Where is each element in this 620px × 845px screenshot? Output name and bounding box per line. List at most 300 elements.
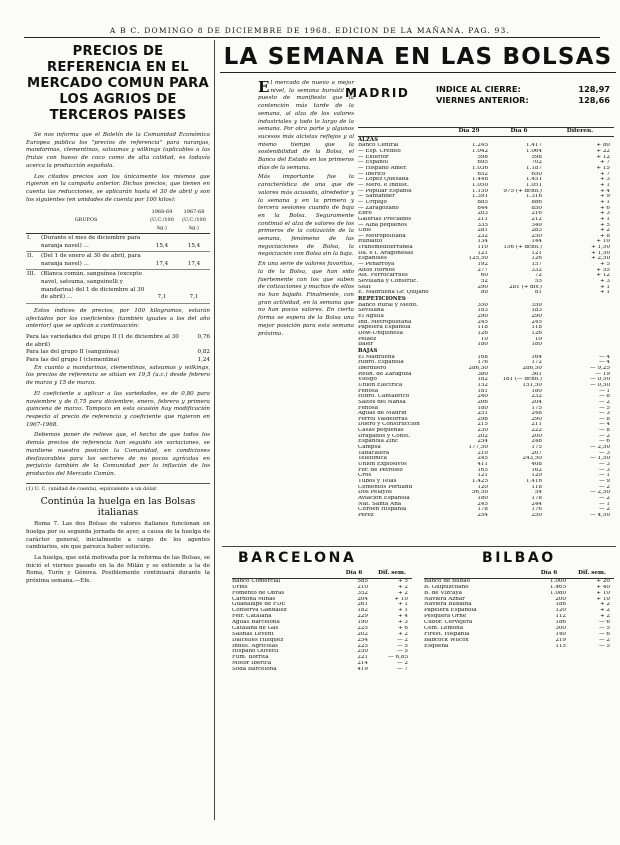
- price-day6: 340: [531, 222, 542, 228]
- price-day29: 298: [477, 416, 488, 422]
- table-section-label: [358, 348, 614, 355]
- running-head: A B C. DOMINGO 8 DE DICIEMBRE DE 1968. EDICION DE LA MAÑANA. PAG. 93.: [109, 26, 511, 35]
- price-day6: 419: [357, 667, 368, 672]
- article-paragraph: Los citados precios son los únicamente los mismos que rigieron en la campaña anterior. Dichos precios, que tienen en cuenta las reducciones, se aplicarán hasta el 30 de abril y son los siguientes (en unidades de cuenta por 100 kilos):: [26, 173, 210, 203]
- price-day6: 202: [357, 631, 368, 637]
- price-day6: 181 (— dcho.): [502, 377, 542, 383]
- price-day6: 598: [531, 154, 542, 160]
- price-day6: 112: [555, 614, 566, 620]
- price-day6: 261: [357, 602, 368, 608]
- security-name: Ubis: [358, 228, 371, 234]
- price-day6: 350: [531, 302, 542, 308]
- article-paragraph: El coeficiente a aplicar a las variedades, es de 0,80 para noviembre y de 0,75 para diciembre, enero, febrero y primera quincena de marzo. Tampoco en esta ocasión hay modificación respecto al precio de referencia y coeficiente que rigieron en 1967-1968.: [26, 390, 210, 428]
- price-day6: 126: [531, 330, 542, 336]
- price-day6: 164: [531, 354, 542, 360]
- price-difference: + 5: [599, 222, 610, 228]
- security-name: Fomento de Obras: [232, 590, 285, 596]
- price-day29: 52: [480, 279, 488, 285]
- security-name: Campsa: [358, 445, 381, 451]
- price-day29: 177,50: [468, 445, 488, 451]
- price-day6: 204: [531, 399, 542, 405]
- price-day6: 55: [534, 279, 542, 285]
- price-difference: — 1: [599, 473, 610, 479]
- weekly-difference: — 2: [599, 637, 610, 643]
- price-day29: 240: [477, 394, 488, 400]
- price-difference: + 80: [596, 143, 610, 149]
- security-name: Dos Pelayos: [358, 490, 392, 496]
- security-name: — Ibérico: [358, 171, 386, 177]
- table-header: 1968-69 (U.C./100 kg.): [146, 208, 178, 233]
- security-name: Viesgo: [358, 377, 377, 383]
- weekly-difference: + 5: [397, 578, 408, 584]
- price-day6: 244: [531, 501, 542, 507]
- price-day29: 254: [477, 512, 488, 518]
- table-header: Día 6: [492, 128, 546, 137]
- security-name: — Popular Español: [358, 188, 412, 194]
- price-day6: 214: [357, 661, 368, 667]
- security-name: Ebro: [358, 211, 372, 217]
- security-name: Catalana de Gas: [232, 625, 279, 631]
- security-name: Rubiatto: [358, 239, 383, 245]
- security-name: BAJAS: [358, 347, 378, 354]
- security-name: Banco Central: [358, 143, 399, 149]
- price-difference: + 1: [599, 199, 610, 205]
- price-difference: + 1: [599, 216, 610, 222]
- security-name: Naviera Bilbaína: [424, 602, 472, 608]
- price-day6: 886: [531, 199, 542, 205]
- price-day6: 219: [555, 637, 566, 643]
- security-name: Naviera Aznar: [424, 596, 465, 602]
- price-day29: 202: [477, 433, 488, 439]
- price-difference: — 2: [599, 496, 610, 501]
- price-day6: 1.316: [525, 194, 542, 200]
- price-day29: [446, 348, 492, 355]
- price-difference: + 1: [599, 290, 610, 296]
- price-day6: 157: [531, 262, 542, 268]
- price-day29: 290: [477, 284, 488, 290]
- security-name: Papelera Española: [358, 325, 411, 331]
- security-name: Fenosa: [358, 405, 379, 411]
- price-difference: — 1: [599, 501, 610, 507]
- security-name: Galerías Preciados: [358, 216, 412, 222]
- table-header: 1967-68 (U.C./100 kg.): [178, 208, 210, 233]
- weekly-difference: + 2: [397, 590, 408, 596]
- price-day29: 180: [477, 342, 488, 348]
- price-difference: + 2: [599, 228, 610, 234]
- price-day29: 210: [477, 450, 488, 456]
- price-day29: 165: [477, 467, 488, 473]
- price-day6: 190: [357, 620, 368, 625]
- price-day6: 118: [531, 484, 542, 490]
- price-day6: 850: [531, 205, 542, 211]
- table-header: Dif. sem.: [570, 570, 614, 578]
- coefficient-label: Para las del grupo I (clementina): [26, 357, 120, 364]
- price-difference: + 1,50: [591, 245, 610, 251]
- price-day6: 175: [531, 405, 542, 411]
- price-difference: — 3: [599, 467, 610, 473]
- price-day6: 140: [555, 631, 566, 637]
- table-section-label: [358, 296, 614, 303]
- price-difference: — 0,50: [590, 377, 610, 383]
- security-name: Aviación Española: [358, 496, 410, 501]
- price-day6: 225: [357, 625, 368, 631]
- price-day6: 250: [531, 512, 542, 518]
- security-name: Seat: [358, 284, 371, 290]
- security-name: — Peñarroya: [358, 262, 395, 268]
- table-header: Día 6: [528, 570, 570, 578]
- price-difference: + 8: [599, 233, 610, 239]
- price-day29: 183: [477, 308, 488, 314]
- security-name: Iberduero: [358, 365, 387, 371]
- price-day29: 411: [477, 462, 488, 468]
- price-day6: 207: [531, 450, 542, 456]
- price-difference: + 12: [596, 273, 610, 279]
- security-name: Casas pequeñas: [358, 428, 404, 434]
- coefficient-line: [26, 357, 210, 365]
- group-numeral: III.: [26, 270, 40, 303]
- price-day6: 243,50: [522, 456, 542, 462]
- security-name: Baler: [358, 342, 374, 348]
- price-day6: 1.000: [549, 578, 566, 584]
- section-rule: [222, 546, 616, 547]
- price-day6: 156 (+ dcho.): [503, 245, 542, 251]
- madrid-quotes-table: [358, 127, 614, 519]
- weekly-difference: — 6: [599, 631, 610, 637]
- barcelona-heading: BARCELONA: [238, 550, 357, 566]
- security-name: Nat. Santa Ana: [358, 501, 402, 507]
- price-day29: 211: [477, 216, 488, 222]
- table-header: GRUPOS: [26, 208, 146, 233]
- table-header: Día 29: [446, 128, 492, 137]
- weekly-difference: — 5: [599, 625, 610, 631]
- price-day29: 245: [477, 319, 488, 325]
- article-paragraph: La huelga, que está motivada por la reforma de las Bolsas, se inició el viernes pasado en la de Milán y se extiende a la de Roma, Turín y Génova. Posiblemente continuará durante la próxima semana.—Efe.: [26, 554, 210, 585]
- price-difference: + 3: [599, 177, 610, 183]
- price-difference: + 7: [599, 171, 610, 177]
- price-day29: 56,50: [471, 490, 488, 496]
- coefficient-line: [26, 334, 210, 349]
- article-paragraph: Estos índices de precios, por 100 kilogramos, estarán afectados por los coeficientes (también iguales a los del año anterior) que se aplican a continuación:: [26, 307, 210, 330]
- price-day6: 286,50: [522, 365, 542, 371]
- price-day29: 118: [477, 325, 488, 331]
- price-difference: + 5: [599, 262, 610, 268]
- previous-friday-label: VIERNES ANTERIOR:: [436, 95, 529, 105]
- price-difference: + 4: [599, 188, 610, 194]
- price-difference: + 2,50: [591, 256, 610, 262]
- price-difference: — 2: [599, 484, 610, 490]
- security-name: Guadalupe de FDE: [232, 602, 286, 608]
- column-rule: [214, 40, 215, 820]
- group-price-previous: 7,1: [178, 270, 210, 303]
- price-difference: — 8: [599, 416, 610, 422]
- security-name: Hidro. Cantábrico: [358, 394, 410, 400]
- commentary-paragraph: En una serie de valores favoritos, la de la Bolsa, que han sido fuertemente con los que suben de cotizaciones y muchos de ellos no han bajado. Finalmente, con gran actividad, en la semana que no han pocos valores. En cierta forma se espera de la Bolsa una mejor posición para esta semana próxima.: [258, 261, 354, 337]
- price-day29: 215: [477, 422, 488, 428]
- price-day6: 232: [531, 394, 542, 400]
- price-day29: 281: [477, 228, 488, 234]
- price-day6: 120: [555, 608, 566, 614]
- table-header: Día 6: [336, 570, 372, 578]
- weekly-difference: + 4: [397, 614, 408, 620]
- price-day29: 598: [477, 154, 488, 160]
- price-day6: 585: [357, 578, 368, 584]
- price-day6: 216: [531, 211, 542, 217]
- price-difference: + 3: [599, 279, 610, 285]
- price-difference: + 7: [599, 160, 610, 166]
- price-difference: — 8: [599, 428, 610, 434]
- price-day6: 248: [531, 411, 542, 417]
- price-day6: 180: [531, 388, 542, 394]
- price-day29: 80: [480, 290, 488, 296]
- security-name: Aguas Barcelona: [232, 620, 280, 625]
- price-day29: 134: [477, 239, 488, 245]
- group-price-current: 17,4: [146, 252, 178, 270]
- table-header: Diferen.: [546, 128, 614, 137]
- security-name: Conserva Gandalez: [232, 608, 287, 614]
- price-day29: 1.245: [471, 143, 488, 149]
- price-difference: — 2: [599, 399, 610, 405]
- price-day6: 1.064: [525, 148, 542, 154]
- commentary-paragraph: [258, 80, 354, 172]
- weekly-difference: + 10: [394, 596, 408, 602]
- price-day29: 180: [477, 405, 488, 411]
- barcelona-quotes-table: [232, 570, 412, 673]
- madrid-heading: MADRID: [345, 86, 410, 100]
- security-name: — Español: [358, 160, 389, 166]
- price-day6: 1.051: [525, 182, 542, 188]
- weekly-difference: — 2: [397, 661, 408, 667]
- head-rule: [24, 37, 600, 38]
- price-day29: 60: [480, 273, 488, 279]
- price-difference: — 4: [599, 360, 610, 366]
- table-row: [358, 513, 614, 519]
- group-price-previous: 17,4: [178, 252, 210, 270]
- security-name: Dragados y Const.: [358, 433, 411, 439]
- price-day29: 254: [477, 439, 488, 445]
- price-day6: 118: [531, 325, 542, 331]
- price-day29: 192: [477, 262, 488, 268]
- left-column: [26, 42, 210, 589]
- price-day6: 290: [531, 416, 542, 422]
- security-name: Perez: [358, 512, 374, 518]
- price-difference: + 55: [596, 267, 610, 273]
- security-name: Tabacalera: [358, 450, 390, 456]
- security-name: Salinas Levent: [232, 631, 274, 637]
- security-name: Feir. Catalana: [232, 614, 272, 620]
- price-day6: 183: [531, 308, 542, 314]
- price-difference: + 6: [599, 205, 610, 211]
- price-day6: 172: [531, 360, 542, 366]
- price-day6: 10: [534, 336, 542, 342]
- weekly-difference: + 3: [397, 620, 408, 625]
- price-day6: [492, 296, 546, 303]
- price-day29: 180: [477, 496, 488, 501]
- weekly-difference: + 6: [397, 625, 408, 631]
- article-paragraph: En cuanto a mandarinas, clementinas, satsumas y wilkings, los precios de referencia se sitúan en 19,5 (u.c.) desde febrero de marzo y 15 de marzo.: [26, 364, 210, 387]
- table-row: [26, 270, 210, 303]
- price-difference: — 5: [599, 405, 610, 411]
- security-name: Pesquera Orne: [424, 614, 467, 620]
- security-name: — Exterior: [358, 154, 389, 160]
- coefficient-value: 0,76: [197, 333, 210, 340]
- price-day6: 975 (+ dcho.): [503, 188, 542, 194]
- index-close-value: 128,97: [578, 84, 610, 94]
- price-difference: — 4: [599, 354, 610, 360]
- price-day6: 81: [534, 290, 542, 296]
- price-day29: 126: [477, 330, 488, 336]
- security-name: Ind. Metropolitana: [358, 319, 412, 325]
- security-name: Transmediterránea: [358, 245, 413, 251]
- security-name: Soda Barcelona: [232, 667, 277, 672]
- price-day6: 200: [531, 433, 542, 439]
- price-day29: [446, 136, 492, 143]
- security-name: B. de Vizcaya: [424, 590, 462, 596]
- table-header: [424, 570, 528, 578]
- security-name: Unión Explosivos: [358, 462, 407, 468]
- price-difference: + 12: [596, 154, 610, 160]
- previous-friday-value: 128,66: [578, 95, 610, 105]
- weekly-difference: — 7: [397, 667, 408, 672]
- bilbao-quotes-table: [424, 570, 614, 649]
- security-name: Banco Comercial: [232, 578, 281, 584]
- weekly-difference: — 2: [397, 637, 408, 643]
- price-day29: 1.391: [471, 194, 488, 200]
- price-day29: 120: [477, 484, 488, 490]
- price-day29: 125,50: [468, 256, 488, 262]
- security-name: — Hispano Amer.: [358, 165, 408, 171]
- drop-cap: E: [258, 78, 270, 96]
- price-day29: 181: [477, 388, 488, 394]
- price-difference: — 6: [599, 439, 610, 445]
- security-name: Indus. Agrícolas: [232, 643, 279, 649]
- price-day6: 151,50: [522, 382, 542, 388]
- price-day6: 254: [357, 637, 368, 643]
- weekly-difference: + 2: [599, 602, 610, 608]
- security-name: Banco Rural y Medit.: [358, 302, 419, 308]
- price-day6: 182: [357, 608, 368, 614]
- security-name: Altos Hornos: [358, 267, 395, 273]
- price-difference: — 0,50: [590, 382, 610, 388]
- price-day6: 162: [531, 467, 542, 473]
- price-difference: — 3: [599, 462, 610, 468]
- price-day6: 300: [555, 625, 566, 631]
- price-day6: 352: [357, 590, 368, 596]
- price-day6: 175: [531, 445, 542, 451]
- security-name: Pelaez: [358, 336, 377, 342]
- price-day6: 361: [531, 371, 542, 377]
- price-day29: 230: [477, 428, 488, 434]
- price-day6: 250: [531, 233, 542, 239]
- price-difference: — 8: [599, 394, 610, 400]
- price-day29: 290: [477, 314, 488, 319]
- price-difference: — 4,50: [590, 512, 610, 518]
- price-day6: 178: [531, 496, 542, 501]
- article-paragraph: Debemos poner de relieve que, el hecho de que todos los demás precios de referencia han seguido sin variaciones, se mantiene nuestra posición la Comunidad, en condiciones desfavorables para los sectores de no pocos agrícolas en perjuicio también de la Comunidad por la inflación de los productos del Mercado Común.: [26, 432, 210, 477]
- price-day29: 251: [477, 411, 488, 417]
- security-name: — Mero. e Indust.: [358, 182, 409, 188]
- article-paragraph: Se nos informa que el Boletín de la Comunidad Económica Europea publica los "precios de referencia" para naranjas, mandarinas, clementinas, satsumas y wilkings (aplicables a las frutas con hueso de coco como de alta calidad, es todavía acerca la producción española.: [26, 132, 210, 169]
- price-difference: — 19: [595, 371, 610, 377]
- security-name: Fum. Borrita: [232, 655, 269, 661]
- index-summary: [436, 84, 610, 106]
- price-day29: 245: [477, 456, 488, 462]
- price-day6: 1.080: [549, 590, 566, 596]
- price-day29: 1.036: [471, 165, 488, 171]
- security-name: El Águila: [358, 314, 384, 319]
- price-difference: — 3: [599, 450, 610, 456]
- security-name: — López Quesada: [358, 177, 409, 183]
- weekly-difference: + 2: [397, 584, 408, 590]
- bilbao-heading: BILBAO: [482, 550, 556, 566]
- price-day6: 281 (+ div.): [509, 284, 542, 290]
- article-subhead: Continúa la huelga en las Bolsas italianas: [40, 496, 196, 519]
- price-difference: — 2,50: [590, 445, 610, 451]
- price-day6: 702: [531, 160, 542, 166]
- price-difference: — 9: [599, 479, 610, 485]
- price-day6: 1.187: [525, 165, 542, 171]
- security-name: — Urquijo: [358, 199, 387, 205]
- security-name: E. Madrileña Gr. Quijano: [358, 290, 429, 296]
- security-name: Aguas de Madrid: [358, 411, 407, 417]
- security-name: Firest. Hispania: [424, 631, 470, 637]
- price-day29: 121: [477, 250, 488, 256]
- section-title: LA SEMANA EN LAS BOLSAS: [220, 44, 616, 73]
- price-day29: 286,50: [468, 365, 488, 371]
- price-difference: — 9,25: [590, 365, 610, 371]
- price-day29: 695: [477, 160, 488, 166]
- price-day6: 290: [531, 314, 542, 319]
- group-price-current: 7,1: [146, 270, 178, 303]
- group-description: (Durante el mes de diciembre para naranja navel) ...: [40, 234, 146, 252]
- price-day6: 332: [531, 267, 542, 273]
- price-difference: — 1,50: [590, 456, 610, 462]
- price-day6: 186: [555, 620, 566, 625]
- price-day6: 204: [357, 596, 368, 602]
- security-name: — Santander: [358, 194, 395, 200]
- price-day6: 180: [531, 342, 542, 348]
- price-day29: [446, 296, 492, 303]
- coefficient-line: [26, 349, 210, 357]
- security-name: Papelera Española: [424, 608, 477, 614]
- price-day29: 1.448: [471, 177, 488, 183]
- price-day6: 408: [531, 462, 542, 468]
- security-name: Hispano Olivetti: [232, 649, 279, 655]
- price-day6: 1.417: [525, 143, 542, 149]
- security-name: Babcock Wilcox: [424, 637, 469, 643]
- price-day6: 283: [531, 228, 542, 234]
- security-name: Duero y Construcción: [358, 422, 420, 428]
- security-name: Española Zinc: [358, 439, 399, 445]
- price-difference: — 2: [599, 433, 610, 439]
- security-name: REPETICIONES: [358, 296, 406, 303]
- price-day29: 1.050: [471, 182, 488, 188]
- security-name: Dow-Unquinesa: [358, 330, 403, 336]
- price-day6: 120: [531, 473, 542, 479]
- weekly-difference: + 1: [397, 608, 408, 614]
- price-day29: 1.150: [471, 188, 488, 194]
- security-name: Sevillana: [358, 308, 384, 314]
- price-difference: + 1,50: [591, 250, 610, 256]
- security-name: Ast. Ferrocarriles: [358, 273, 408, 279]
- weekly-difference: + 1: [397, 602, 408, 608]
- security-name: Unión Eléctrica: [358, 382, 403, 388]
- security-name: Da. e I. Aragonesas: [358, 250, 414, 256]
- security-name: Dalcelles Hiliquez: [232, 637, 284, 643]
- price-day6: [492, 136, 546, 143]
- security-name: Cardona Minas: [232, 596, 276, 602]
- group-price-current: 15,4: [146, 234, 178, 252]
- table-row: [26, 234, 210, 252]
